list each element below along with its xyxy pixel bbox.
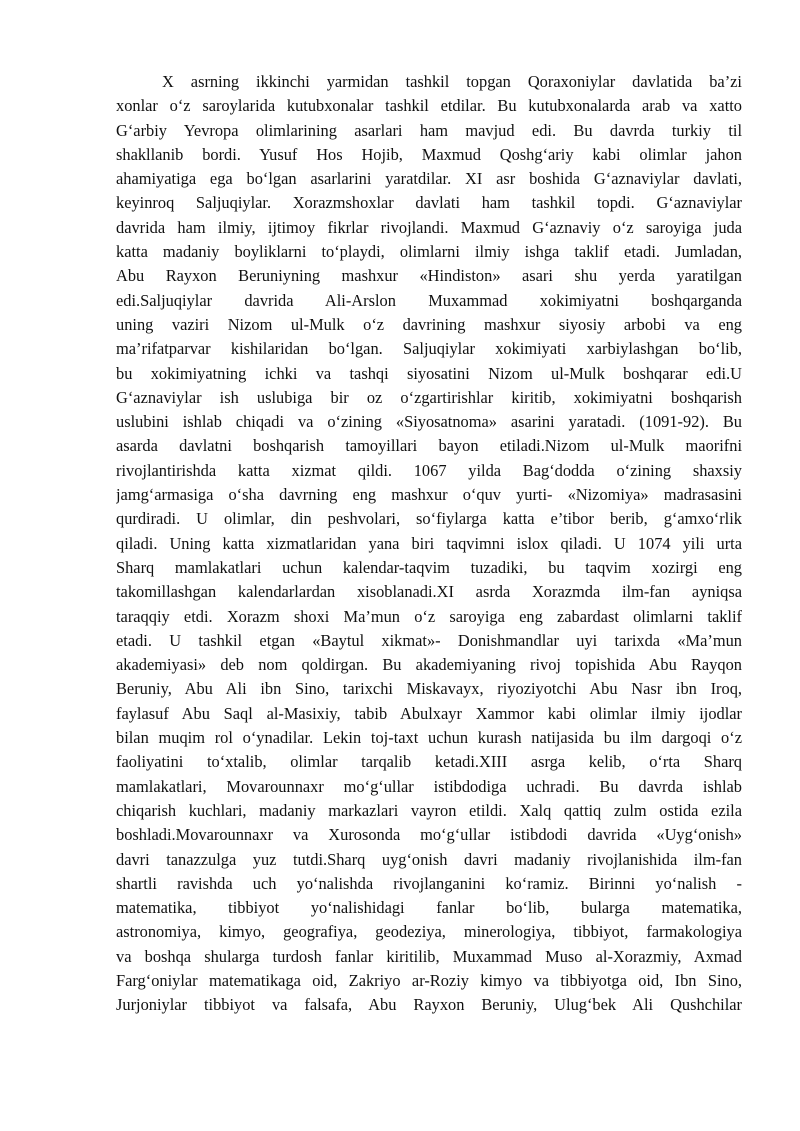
text-line: ahamiyatiga ega bo‘lgan asarlarini yaratdilar. XI asr boshida G‘aznaviylar davlati, <box>116 169 742 189</box>
text-line: asarda davlatni boshqarish tamoyillari bayon etiladi.Nizom ul-Mulk maorifni <box>116 436 742 456</box>
text-line: xonlar o‘z saroylarida kutubxonalar tashkil etdilar. Bu kutubxonalarda arab va xatto <box>116 96 742 116</box>
text-line: etadi. U tashkil etgan «Baytul xikmat»- Donishmandlar uyi tarixda «Ma’mun <box>116 630 742 650</box>
text-line: rivojlantirishda katta xizmat qildi. 1067 yilda Bag‘dodda o‘zining shaxsiy <box>116 460 742 480</box>
text-line: davri tanazzulga yuz tutdi.Sharq uyg‘onish davri madaniy rivojlanishida ilm-fan <box>116 849 742 869</box>
text-line: katta madaniy boyliklarni to‘playdi, olimlarni ilmiy ishga taklif etadi. Jumladan, <box>116 242 742 262</box>
text-line: matematika, tibbiyot yo‘nalishidagi fanlar bo‘lib, bularga matematika, <box>116 898 742 918</box>
document-page <box>116 70 742 1018</box>
text-line: bilan muqim rol o‘ynadilar. Lekin toj-taxt uchun kurash natijasida bu ilm dargoqi o‘z <box>116 728 742 748</box>
text-line: ma’rifatparvar kishilaridan bo‘lgan. Saljuqiylar xokimiyati xarbiylashgan bo‘lib, <box>116 339 742 359</box>
text-line: faoliyatini to‘xtalib, olimlar tarqalib ketadi.XIII asrga kelib, o‘rta Sharq <box>116 752 742 772</box>
text-line: davrida ham ilmiy, ijtimoy fikrlar rivojlandi. Maxmud G‘aznaviy o‘z saroyiga juda <box>116 217 742 237</box>
text-line: bu xokimiyatning ichki va tashqi siyosatini Nizom ul-Mulk boshqarar edi.U <box>116 363 742 383</box>
text-line: keyinroq Saljuqiylar. Xorazmshoxlar davlati ham tashkil topdi. G‘aznaviylar <box>116 193 742 213</box>
body-paragraph <box>116 70 742 1018</box>
text-line: jamg‘armasiga o‘sha davrning eng mashxur o‘quv yurti- «Nizomiya» madrasasini <box>116 485 742 505</box>
text-line: takomillashgan kalendarlardan xisoblanadi.XI asrda Xorazmda ilm-fan ayniqsa <box>116 582 742 602</box>
text-line: shakllanib bordi. Yusuf Hos Hojib, Maxmud Qoshg‘ariy kabi olimlar jahon <box>116 144 742 164</box>
text-line: G‘aznaviylar ish uslubiga bir oz o‘zgartirishlar kiritib, xokimiyatni boshqarish <box>116 387 742 407</box>
text-line: Jurjoniylar tibbiyot va falsafa, Abu Rayxon Beruniy, Ulug‘bek Ali Qushchilar <box>116 995 742 1015</box>
text-line: uslubini ishlab chiqadi va o‘zining «Siyosatnoma» asarini yaratadi. (1091-92). Bu <box>116 412 742 432</box>
text-line: X asrning ikkinchi yarmidan tashkil topgan Qoraxoniylar davlatida ba’zi <box>162 72 742 91</box>
text-line: boshladi.Movarounnaxr va Xurosonda mo‘g‘ullar istibdodi davrida «Uyg‘onish» <box>116 825 742 845</box>
text-line: mamlakatlari, Movarounnaxr mo‘g‘ullar istibdodiga uchradi. Bu davrda ishlab <box>116 776 742 796</box>
text-line: akademiyasi» deb nom qoldirgan. Bu akademiyaning rivoj topishida Abu Rayqon <box>116 655 742 675</box>
text-line: va boshqa shularga turdosh fanlar kiritilib, Muxammad Muso al-Xorazmiy, Axmad <box>116 946 742 966</box>
text-line: Sharq mamlakatlari uchun kalendar-taqvim tuzadiki, bu taqvim xozirgi eng <box>116 557 742 577</box>
text-line: G‘arbiy Yevropa olimlarining asarlari ham mavjud edi. Bu davrda turkiy til <box>116 120 742 140</box>
text-line: uning vaziri Nizom ul-Mulk o‘z davrining mashxur siyosiy arbobi va eng <box>116 314 742 334</box>
text-line: qurdiradi. U olimlar, din peshvolari, so‘fiylarga katta e’tibor berib, g‘amxo‘rlik <box>116 509 742 529</box>
text-line: edi.Saljuqiylar davrida Ali-Arslon Muxammad xokimiyatni boshqarganda <box>116 290 742 310</box>
text-line: qiladi. Uning katta xizmatlaridan yana biri taqvimni islox qiladi. U 1074 yili urta <box>116 533 742 553</box>
text-line: chiqarish kuchlari, madaniy markazlari vayron etildi. Xalq qattiq zulm ostida ezila <box>116 800 742 820</box>
text-line: Abu Rayxon Beruniyning mashxur «Hindiston» asari shu yerda yaratilgan <box>116 266 742 286</box>
text-line: shartli ravishda uch yo‘nalishda rivojlanganini ko‘ramiz. Birinni yo‘nalish - <box>116 873 742 893</box>
text-line: taraqqiy etdi. Xorazm shoxi Ma’mun o‘z saroyiga eng zabardast olimlarni taklif <box>116 606 742 626</box>
text-line: Beruniy, Abu Ali ibn Sino, tarixchi Miskavayx, riyoziyotchi Abu Nasr ibn Iroq, <box>116 679 742 699</box>
text-line: Farg‘oniylar matematikaga oid, Zakriyo ar-Roziy kimyo va tibbiyotga oid, Ibn Sino, <box>116 970 742 990</box>
text-line: faylasuf Abu Saql al-Masixiy, tabib Abulxayr Xammor kabi olimlar ilmiy ijodlar <box>116 703 742 723</box>
text-line: astronomiya, kimyo, geografiya, geodeziya, minerologiya, tibbiyot, farmakologiya <box>116 922 742 942</box>
